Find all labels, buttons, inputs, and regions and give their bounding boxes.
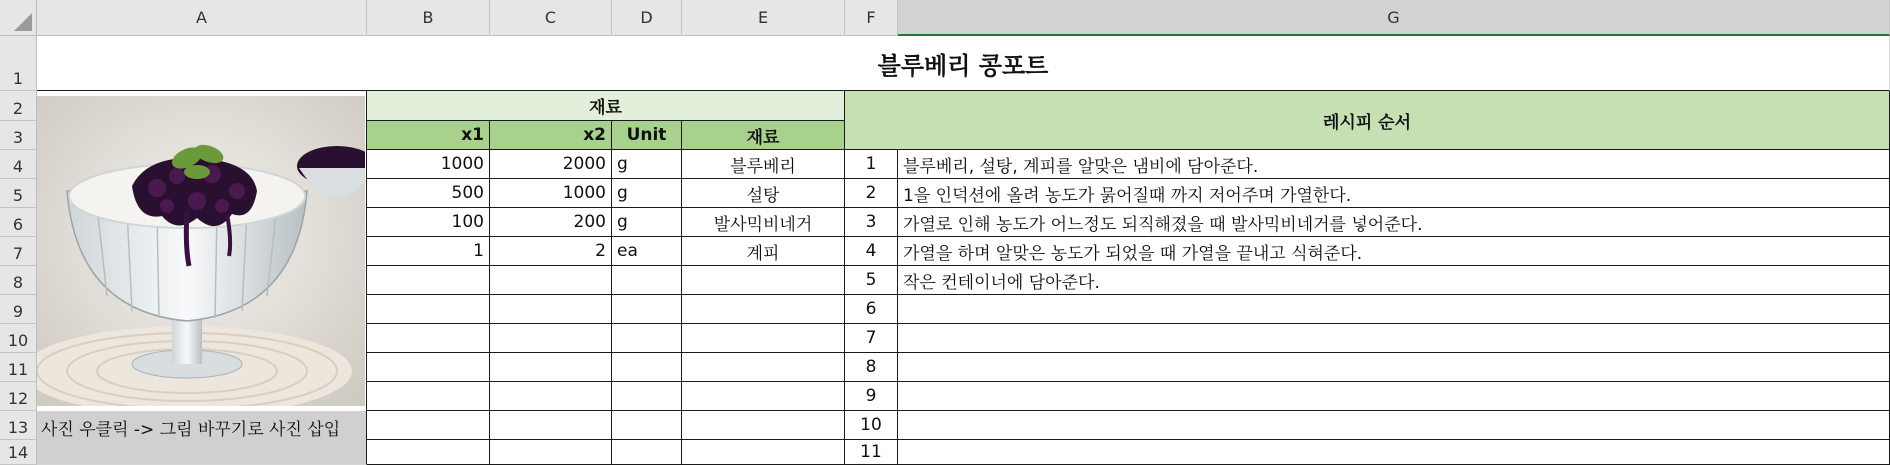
row-header-5[interactable]: 5 bbox=[0, 179, 37, 208]
ingredient-x2[interactable]: 2 bbox=[490, 237, 612, 266]
column-header-g[interactable]: G bbox=[898, 0, 1890, 36]
step-text[interactable] bbox=[898, 353, 1890, 382]
row-header-8[interactable]: 8 bbox=[0, 266, 37, 295]
step-number[interactable]: 2 bbox=[845, 179, 898, 208]
empty-cell[interactable] bbox=[682, 382, 845, 411]
ingredient-name[interactable]: 계피 bbox=[682, 237, 845, 266]
empty-cell[interactable] bbox=[490, 353, 612, 382]
empty-cell[interactable] bbox=[490, 324, 612, 353]
ingredient-unit[interactable]: g bbox=[612, 208, 682, 237]
column-header-c[interactable]: C bbox=[490, 0, 612, 36]
empty-cell[interactable] bbox=[612, 353, 682, 382]
step-text[interactable]: 가열을 하며 알맞은 농도가 되었을 때 가열을 끝내고 식혀준다. bbox=[898, 237, 1890, 266]
column-header-e[interactable]: E bbox=[682, 0, 845, 36]
step-number[interactable]: 8 bbox=[845, 353, 898, 382]
column-header-b[interactable]: B bbox=[367, 0, 490, 36]
row-header-3[interactable]: 3 bbox=[0, 121, 37, 150]
ingredient-x2[interactable]: 200 bbox=[490, 208, 612, 237]
step-number[interactable]: 7 bbox=[845, 324, 898, 353]
step-number[interactable]: 3 bbox=[845, 208, 898, 237]
empty-cell[interactable] bbox=[367, 440, 490, 465]
ingredient-unit[interactable]: g bbox=[612, 150, 682, 179]
row-header-4[interactable]: 4 bbox=[0, 150, 37, 179]
row-header-7[interactable]: 7 bbox=[0, 237, 37, 266]
select-all-corner[interactable] bbox=[0, 0, 37, 36]
empty-cell[interactable] bbox=[490, 440, 612, 465]
recipe-steps-header[interactable]: 레시피 순서 bbox=[845, 91, 1890, 150]
select-all-triangle-icon bbox=[14, 13, 32, 31]
photo-caption[interactable]: 사진 우클릭 -> 그림 바꾸기로 사진 삽입 bbox=[37, 411, 367, 465]
ingredients-header[interactable]: 재료 bbox=[367, 91, 845, 121]
empty-cell[interactable] bbox=[612, 411, 682, 440]
step-text[interactable] bbox=[898, 324, 1890, 353]
empty-cell[interactable] bbox=[490, 411, 612, 440]
empty-cell[interactable] bbox=[490, 382, 612, 411]
ingredient-x1[interactable]: 500 bbox=[367, 179, 490, 208]
empty-cell[interactable] bbox=[682, 440, 845, 465]
ingredient-x1[interactable]: 1 bbox=[367, 237, 490, 266]
empty-cell[interactable] bbox=[490, 266, 612, 295]
ingredient-name[interactable]: 발사믹비네거 bbox=[682, 208, 845, 237]
photo-cell[interactable] bbox=[37, 91, 367, 411]
step-text[interactable] bbox=[898, 440, 1890, 465]
ingredient-x2[interactable]: 1000 bbox=[490, 179, 612, 208]
row-header-11[interactable]: 11 bbox=[0, 353, 37, 382]
empty-cell[interactable] bbox=[682, 295, 845, 324]
row-header-6[interactable]: 6 bbox=[0, 208, 37, 237]
step-number[interactable]: 4 bbox=[845, 237, 898, 266]
empty-cell[interactable] bbox=[612, 324, 682, 353]
empty-cell[interactable] bbox=[367, 266, 490, 295]
blueberry-compote-photo[interactable] bbox=[37, 96, 365, 406]
row-header-12[interactable]: 12 bbox=[0, 382, 37, 411]
empty-cell[interactable] bbox=[367, 382, 490, 411]
col-unit-header[interactable]: Unit bbox=[612, 121, 682, 150]
col-ingredient-header[interactable]: 재료 bbox=[682, 121, 845, 150]
column-header-d[interactable]: D bbox=[612, 0, 682, 36]
column-header-a[interactable]: A bbox=[37, 0, 367, 36]
empty-cell[interactable] bbox=[682, 353, 845, 382]
ingredient-unit[interactable]: ea bbox=[612, 237, 682, 266]
ingredient-name[interactable]: 설탕 bbox=[682, 179, 845, 208]
column-header-f[interactable]: F bbox=[845, 0, 898, 36]
col-x2-header[interactable]: x2 bbox=[490, 121, 612, 150]
empty-cell[interactable] bbox=[612, 382, 682, 411]
row-header-1[interactable]: 1 bbox=[0, 36, 37, 91]
empty-cell[interactable] bbox=[367, 324, 490, 353]
recipe-title[interactable]: 블루베리 콩포트 bbox=[37, 36, 1890, 91]
step-number[interactable]: 5 bbox=[845, 266, 898, 295]
empty-cell[interactable] bbox=[612, 440, 682, 465]
empty-cell[interactable] bbox=[367, 353, 490, 382]
empty-cell[interactable] bbox=[490, 295, 612, 324]
ingredient-x2[interactable]: 2000 bbox=[490, 150, 612, 179]
step-text[interactable] bbox=[898, 411, 1890, 440]
empty-cell[interactable] bbox=[682, 411, 845, 440]
step-text[interactable]: 가열로 인해 농도가 어느정도 되직해졌을 때 발사믹비네거를 넣어준다. bbox=[898, 208, 1890, 237]
col-x1-header[interactable]: x1 bbox=[367, 121, 490, 150]
step-number[interactable]: 9 bbox=[845, 382, 898, 411]
step-text[interactable]: 블루베리, 설탕, 계피를 알맞은 냄비에 담아준다. bbox=[898, 150, 1890, 179]
step-number[interactable]: 11 bbox=[845, 440, 898, 465]
ingredient-x1[interactable]: 100 bbox=[367, 208, 490, 237]
row-header-14[interactable]: 14 bbox=[0, 440, 37, 465]
row-header-2[interactable]: 2 bbox=[0, 91, 37, 121]
row-header-10[interactable]: 10 bbox=[0, 324, 37, 353]
step-text[interactable] bbox=[898, 295, 1890, 324]
empty-cell[interactable] bbox=[367, 411, 490, 440]
ingredient-x1[interactable]: 1000 bbox=[367, 150, 490, 179]
step-number[interactable]: 10 bbox=[845, 411, 898, 440]
row-header-9[interactable]: 9 bbox=[0, 295, 37, 324]
empty-cell[interactable] bbox=[682, 266, 845, 295]
empty-cell[interactable] bbox=[682, 324, 845, 353]
empty-cell[interactable] bbox=[367, 295, 490, 324]
step-number[interactable]: 6 bbox=[845, 295, 898, 324]
empty-cell[interactable] bbox=[612, 295, 682, 324]
step-number[interactable]: 1 bbox=[845, 150, 898, 179]
empty-cell[interactable] bbox=[612, 266, 682, 295]
row-header-13[interactable]: 13 bbox=[0, 411, 37, 440]
step-text[interactable]: 1을 인덕션에 올려 농도가 묽어질때 까지 저어주며 가열한다. bbox=[898, 179, 1890, 208]
step-text[interactable] bbox=[898, 382, 1890, 411]
ingredient-name[interactable]: 블루베리 bbox=[682, 150, 845, 179]
step-text[interactable]: 작은 컨테이너에 담아준다. bbox=[898, 266, 1890, 295]
ingredient-unit[interactable]: g bbox=[612, 179, 682, 208]
